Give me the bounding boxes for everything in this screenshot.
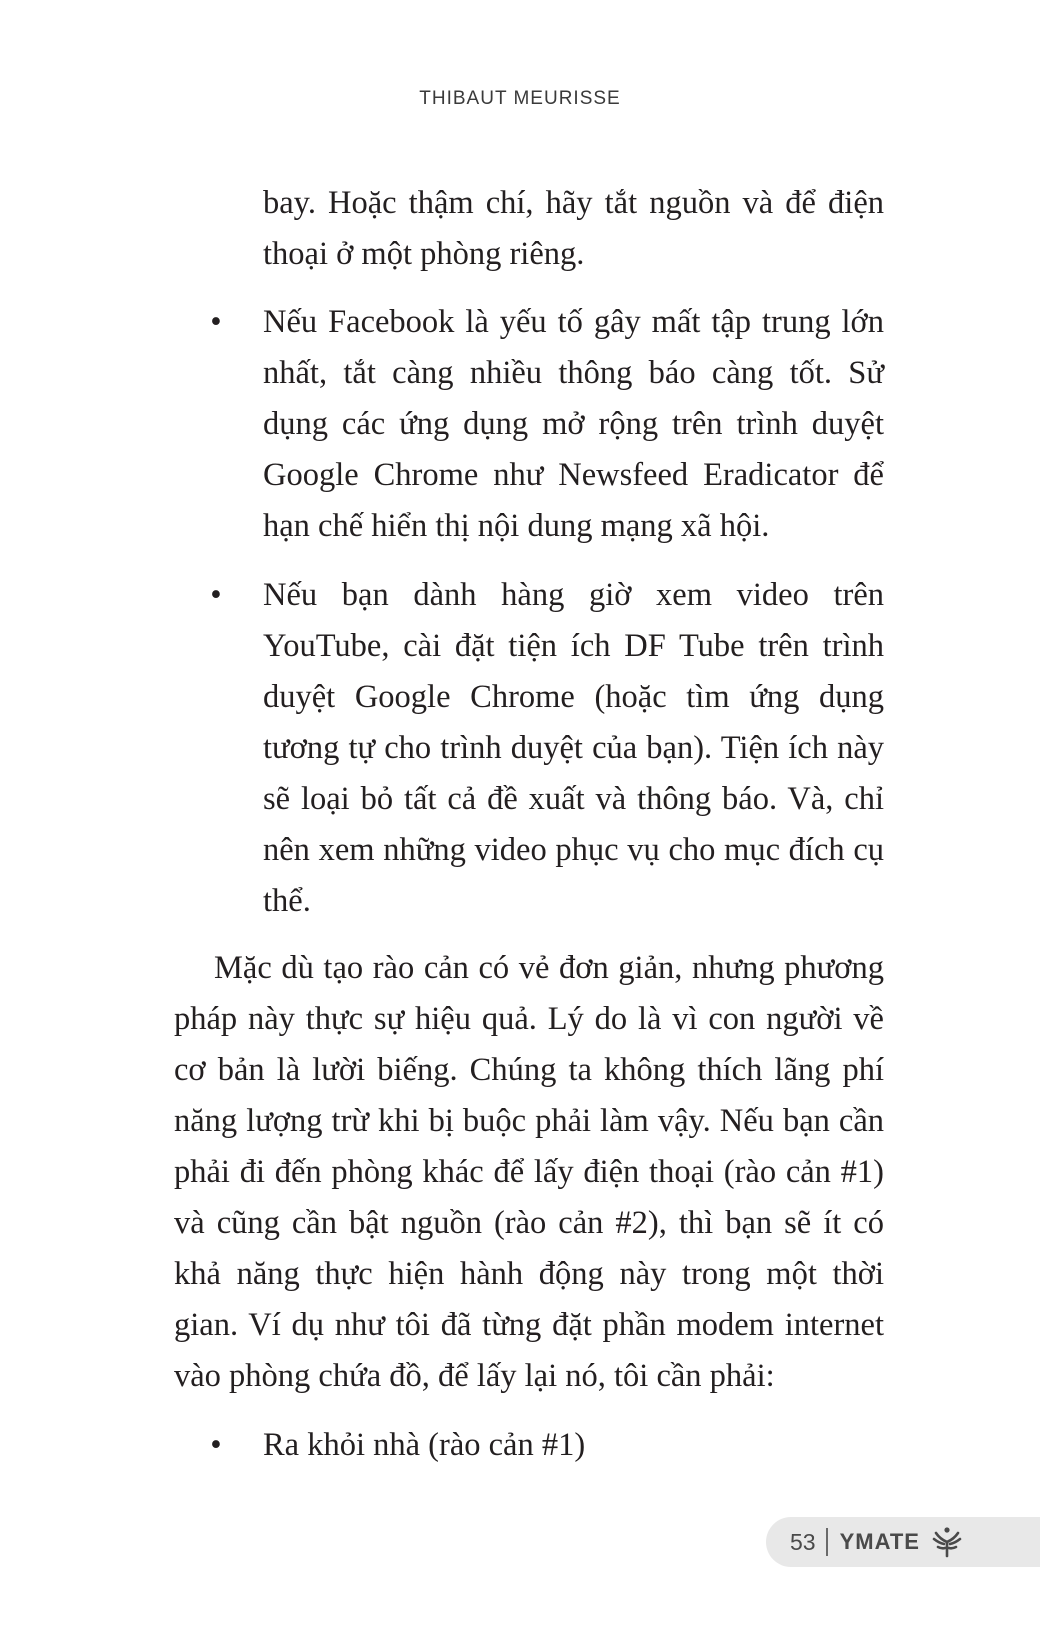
- running-header-author: THIBAUT MEURISSE: [419, 88, 621, 109]
- brand-name: YMATE: [839, 1529, 920, 1554]
- bullet-text: Ra khỏi nhà (rào cản #1): [263, 1427, 586, 1463]
- bullet-dot: •: [210, 304, 222, 340]
- page-footer-tab: [766, 1517, 1040, 1567]
- paragraph-continuation: [263, 178, 884, 280]
- ymate-logo-icon: [930, 1525, 964, 1559]
- bullet-dot: •: [210, 577, 222, 613]
- bullet-text: Nếu Facebook là yếu tố gây mất tập trung lớn nhất, tắt càng nhiều thông báo càng tốt. Sử dụng các ứng dụng mở rộng trên trình duyệt Google Chrome như Newsfeed Eradicator để hạn chế hiển thị nội dung mạng xã hội.: [263, 304, 884, 544]
- footer-separator: [826, 1528, 828, 1556]
- bullet-text: Nếu bạn dành hàng giờ xem video trên YouTube, cài đặt tiện ích DF Tube trên trình duyệt Google Chrome (hoặc tìm ứng dụng tương tự cho trình duyệt của bạn). Tiện ích này sẽ loại bỏ tất cả đề xuất và thông báo. Và, chỉ nên xem những video phục vụ cho mục đích cụ thể.: [263, 577, 884, 919]
- body-paragraph: [174, 943, 884, 1402]
- bullet-item-facebook: [210, 297, 884, 552]
- page-number: 53: [790, 1528, 816, 1555]
- paragraph-text: Mặc dù tạo rào cản có vẻ đơn giản, nhưng phương pháp này thực sự hiệu quả. Lý do là vì con người về cơ bản là lười biếng. Chúng ta không thích lãng phí năng lượng trừ khi bị buộc phải làm vậy. Nếu bạn cần phải đi đến phòng khác để lấy điện thoại (rào cản #1) và cũng cần bật nguồn (rào cản #2), thì bạn sẽ ít có khả năng thực hiện hành động này trong một thời gian. Ví dụ như tôi đã từng đặt phần modem internet vào phòng chứa đồ, để lấy lại nó, tôi cần phải:: [174, 950, 884, 1394]
- continuation-text: bay. Hoặc thậm chí, hãy tắt nguồn và để điện thoại ở một phòng riêng.: [263, 185, 884, 272]
- bullet-dot: •: [210, 1427, 222, 1463]
- bullet-item-leave-house: [210, 1420, 884, 1471]
- bullet-item-youtube: [210, 570, 884, 927]
